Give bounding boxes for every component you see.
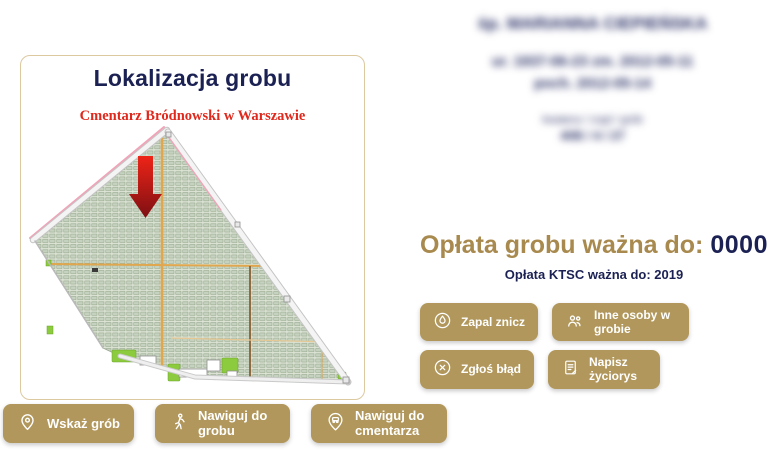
location-pin-icon <box>17 411 38 435</box>
deceased-name: śp. MARIANNA CIEPIEŃSKA <box>477 14 708 33</box>
cemetery-name: Cmentarz Bródnowski w Warszawie <box>79 108 306 124</box>
birth-death-dates: ur. 1937-06-23 zm. 2012-05-11 <box>491 54 694 70</box>
grave-location-panel <box>20 55 365 400</box>
other-people-button[interactable] <box>552 303 689 341</box>
walk-navigation-icon <box>169 412 189 435</box>
button-label: Nawiguj do grobu <box>197 408 268 439</box>
plot-labels: kwatera / rząd / grób <box>542 114 643 126</box>
payment-label: Opłata grobu ważna do: <box>420 231 704 259</box>
button-label: Inne osoby w grobie <box>594 308 671 337</box>
button-label: Nawiguj do cmentarza <box>354 408 425 439</box>
page-title: Lokalizacja grobu <box>93 65 292 91</box>
navigate-to-cemetery-button[interactable] <box>311 404 447 443</box>
button-label: Wskaż grób <box>47 415 120 431</box>
map-navigation-actions <box>3 404 447 443</box>
button-label: Zgłoś błąd <box>461 362 521 377</box>
payment-ktsc: Opłata KTSC ważna do: 2019 <box>504 267 684 282</box>
car-navigation-icon <box>325 411 346 435</box>
report-error-button[interactable] <box>420 350 534 388</box>
plot-numbers: 40B / 4 / 27 <box>560 129 625 143</box>
button-label: Zapal znicz <box>461 315 526 330</box>
payment-section <box>420 231 768 282</box>
people-icon <box>565 311 585 334</box>
payment-value: 0000 <box>710 231 768 259</box>
navigate-to-grave-button[interactable] <box>155 404 290 443</box>
candle-flame-icon <box>433 311 452 333</box>
burial-date: poch. 2012-05-14 <box>534 76 651 92</box>
map-monument-mark <box>92 268 98 272</box>
show-grave-button[interactable] <box>3 404 134 443</box>
cemetery-map[interactable] <box>21 124 363 396</box>
grave-actions <box>420 303 768 389</box>
button-label: Napisz życiorys <box>589 355 638 384</box>
light-candle-button[interactable] <box>420 303 538 341</box>
blurred-personal-info <box>420 6 765 143</box>
report-error-icon <box>433 358 452 380</box>
write-biography-button[interactable] <box>548 350 660 388</box>
write-biography-icon <box>561 358 580 380</box>
